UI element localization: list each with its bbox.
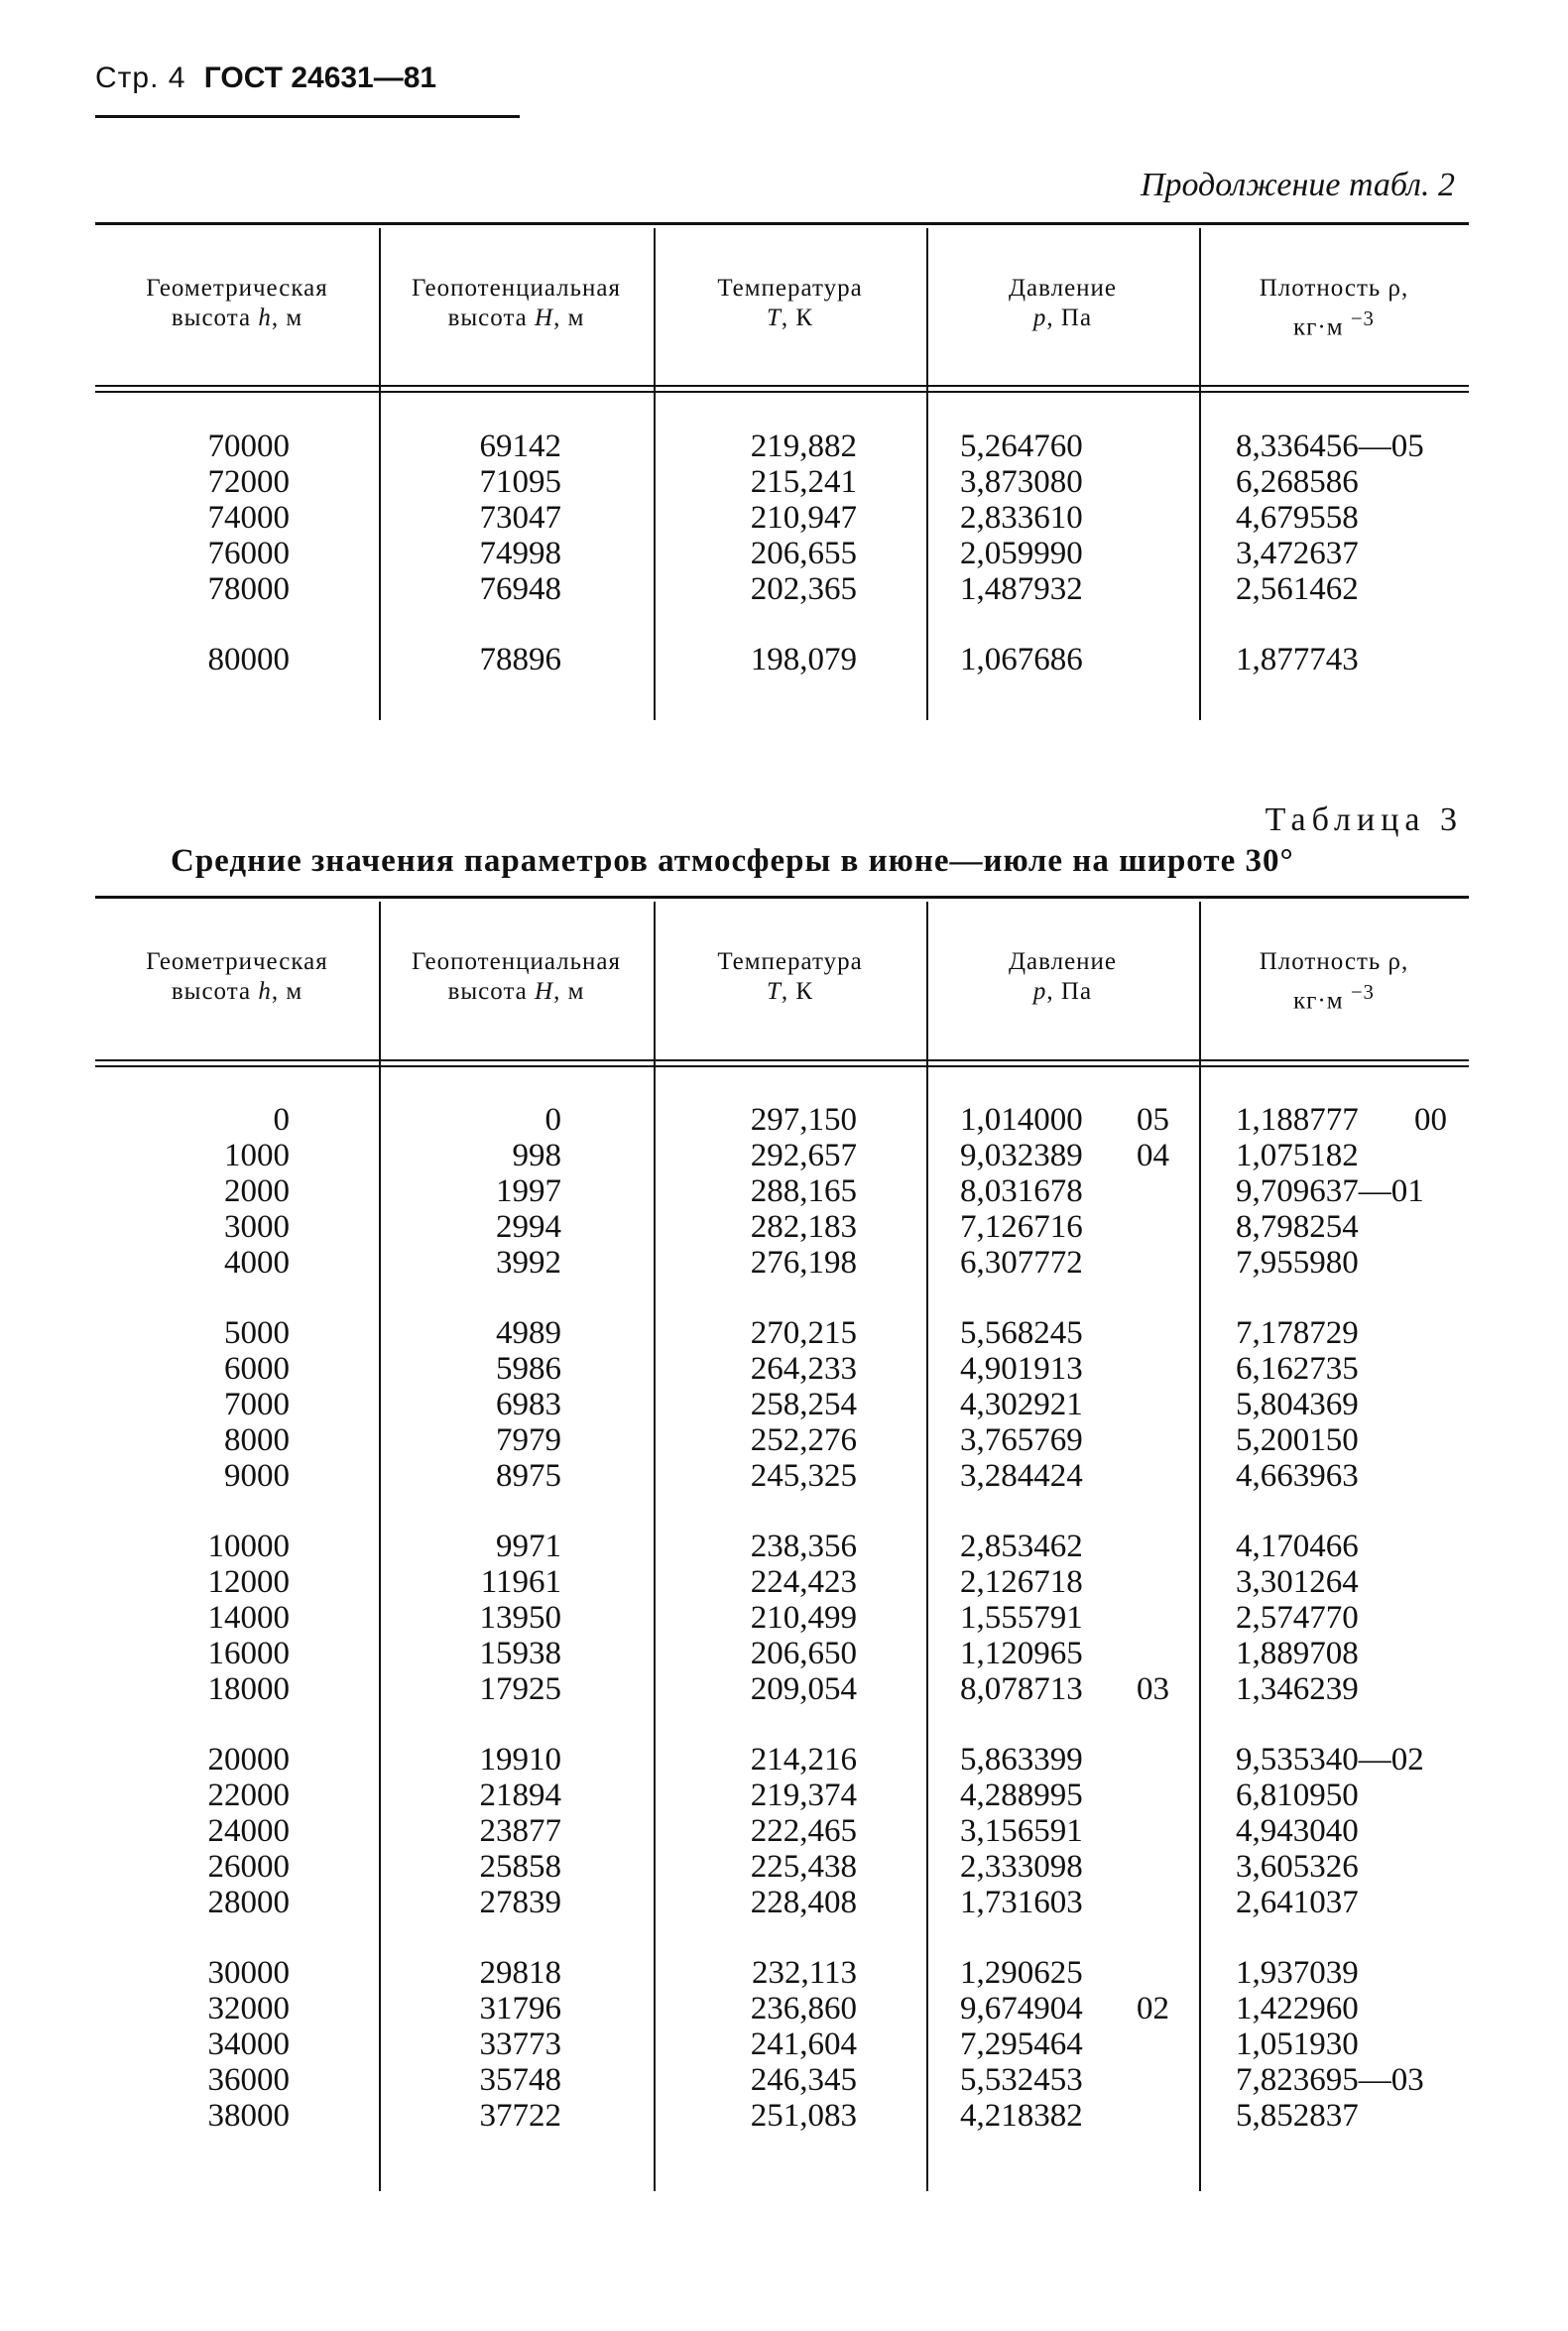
cell-H: 31796: [479, 1991, 561, 2026]
column-header-line1: Геометрическая: [146, 948, 328, 975]
column-header: [1199, 274, 1469, 342]
cell-p: 7,126716: [960, 1209, 1083, 1245]
column-symbol: H: [535, 305, 554, 331]
cell-rho: 4,679558: [1236, 500, 1359, 536]
column-symbol: h: [258, 978, 272, 1005]
table-row: [95, 2098, 1469, 2134]
column-symbol: p: [1032, 305, 1047, 331]
cell-h: 72000: [207, 464, 290, 500]
table-row: [95, 1458, 1469, 1494]
cell-T: 206,650: [750, 1636, 857, 1671]
column-header-line1: Температура: [717, 948, 863, 975]
table-row: [95, 642, 1469, 677]
column-header-line1: Геопотенциальная: [411, 275, 622, 302]
cell-p: 5,264760: [960, 429, 1083, 464]
cell-H: 11961: [480, 1564, 561, 1600]
cell-H: 7979: [496, 1422, 561, 1458]
table-row: [95, 1955, 1469, 1991]
cell-H: 27839: [479, 1885, 561, 1920]
table-row: [95, 1102, 1469, 1138]
cell-H: 9971: [496, 1529, 561, 1564]
cell-rho: 1,346239: [1236, 1671, 1359, 1707]
table-2: [95, 222, 1469, 713]
table-row: [95, 1991, 1469, 2026]
cell-H: 17925: [479, 1671, 561, 1707]
cell-rho: 3,472637: [1236, 536, 1359, 571]
cell-T: 210,499: [750, 1600, 857, 1636]
table-body: [95, 429, 1469, 677]
standard-number: ГОСТ 24631—81: [203, 61, 437, 94]
cell-h: 34000: [207, 2026, 290, 2062]
cell-T: 258,254: [750, 1387, 857, 1422]
table-row: [95, 571, 1469, 607]
cell-rho: 3,301264: [1236, 1564, 1359, 1600]
cell-p-exponent: 05: [1137, 1102, 1169, 1138]
cell-T: 245,325: [750, 1458, 857, 1494]
cell-p-exponent: 02: [1137, 1991, 1169, 2026]
column-header-line2: p, Па: [1032, 978, 1093, 1005]
cell-h: 22000: [207, 1778, 290, 1813]
cell-H: 998: [512, 1138, 561, 1173]
cell-rho: 1,422960: [1236, 1991, 1359, 2026]
cell-T: 198,079: [750, 642, 857, 677]
cell-T: 209,054: [750, 1671, 857, 1707]
unit-exponent: −3: [1350, 980, 1375, 1004]
cell-T: 282,183: [750, 1209, 857, 1245]
table-row: [95, 1138, 1469, 1173]
cell-p-exponent: 03: [1137, 1671, 1169, 1707]
cell-rho: 2,574770: [1236, 1600, 1359, 1636]
cell-h: 9000: [224, 1458, 290, 1494]
column-header-line2: T, К: [766, 305, 814, 331]
cell-p: 4,901913: [960, 1351, 1083, 1387]
column-symbol: h: [258, 305, 272, 331]
cell-h: 74000: [207, 500, 290, 536]
cell-rho: 1,937039: [1236, 1955, 1359, 1991]
column-header-line2: кг·м $^{-3}$: [1293, 980, 1375, 1015]
cell-H: 5986: [496, 1351, 561, 1387]
cell-rho-exponent: 00: [1414, 1102, 1447, 1138]
cell-p: 6,307772: [960, 1245, 1083, 1281]
cell-rho: 4,663963: [1236, 1458, 1359, 1494]
cell-T: 251,083: [750, 2098, 857, 2134]
cell-T: 228,408: [750, 1885, 857, 1920]
cell-p: 8,078713: [960, 1671, 1083, 1707]
column-header: [926, 274, 1199, 333]
cell-rho: 5,852837: [1236, 2098, 1359, 2134]
cell-h: 78000: [207, 571, 290, 607]
cell-p: 4,218382: [960, 2098, 1083, 2134]
cell-p: 1,555791: [960, 1600, 1083, 1636]
table-body: [95, 1102, 1469, 2134]
table-row: [95, 1600, 1469, 1636]
header-double-rule: [95, 385, 1469, 387]
cell-T: 236,860: [750, 1991, 857, 2026]
cell-T: 241,604: [750, 2026, 857, 2062]
cell-T: 210,947: [750, 500, 857, 536]
column-header-line2: высота h, м: [171, 305, 303, 331]
cell-h: 4000: [224, 1245, 290, 1281]
cell-p: 4,288995: [960, 1778, 1083, 1813]
cell-T: 297,150: [750, 1102, 857, 1138]
table-row: [95, 536, 1469, 571]
cell-h: 10000: [207, 1529, 290, 1564]
cell-rho: 7,823695—03: [1236, 2062, 1424, 2098]
cell-p: 5,532453: [960, 2062, 1083, 2098]
cell-h: 38000: [207, 2098, 290, 2134]
column-header-line2: p, Па: [1032, 305, 1093, 331]
cell-p: 1,487932: [960, 571, 1083, 607]
cell-h: 24000: [207, 1813, 290, 1849]
cell-p: 2,126718: [960, 1564, 1083, 1600]
table-row: [95, 1315, 1469, 1351]
table-row: [95, 500, 1469, 536]
page-number: Стр. 4: [95, 61, 186, 94]
cell-H: 4989: [496, 1315, 561, 1351]
column-header-line2: высота H, м: [447, 978, 585, 1005]
cell-H: 15938: [479, 1636, 561, 1671]
column-header: [654, 947, 926, 1007]
table-row: [95, 1387, 1469, 1422]
cell-H: 0: [544, 1102, 561, 1138]
cell-T: 264,233: [750, 1351, 857, 1387]
table-row: [95, 1173, 1469, 1209]
cell-h: 36000: [207, 2062, 290, 2098]
column-header: [95, 947, 379, 1007]
table-row: [95, 1564, 1469, 1600]
header-double-rule: [95, 391, 1469, 393]
table-row: [95, 1351, 1469, 1387]
cell-rho: 4,170466: [1236, 1529, 1359, 1564]
cell-p: 3,765769: [960, 1422, 1083, 1458]
column-header-line2: высота h, м: [171, 978, 303, 1005]
header-double-rule: [95, 1059, 1469, 1061]
cell-T: 288,165: [750, 1173, 857, 1209]
cell-p: 2,833610: [960, 500, 1083, 536]
cell-rho: 8,798254: [1236, 1209, 1359, 1245]
cell-p: 3,284424: [960, 1458, 1083, 1494]
table-row: [95, 1209, 1469, 1245]
cell-T: 292,657: [750, 1138, 857, 1173]
cell-H: 8975: [496, 1458, 561, 1494]
cell-rho: 8,336456—05: [1236, 429, 1424, 464]
cell-rho: 7,178729: [1236, 1315, 1359, 1351]
table-row: [95, 1245, 1469, 1281]
cell-h: 3000: [224, 1209, 290, 1245]
unit-exponent: −3: [1350, 307, 1375, 330]
cell-rho: 1,877743: [1236, 642, 1359, 677]
column-symbol: p: [1032, 978, 1047, 1005]
cell-h: 12000: [207, 1564, 290, 1600]
header-double-rule: [95, 1065, 1469, 1067]
cell-h: 0: [273, 1102, 290, 1138]
cell-H: 78896: [479, 642, 561, 677]
cell-rho: 5,200150: [1236, 1422, 1359, 1458]
table2-continuation-caption: Продолжение табл. 2: [1140, 167, 1455, 203]
cell-T: 252,276: [750, 1422, 857, 1458]
cell-T: 225,438: [750, 1849, 857, 1885]
table-3: [95, 896, 1469, 2185]
cell-p: 1,731603: [960, 1885, 1083, 1920]
table-row: [95, 1849, 1469, 1885]
table-row: [95, 1885, 1469, 1920]
cell-T: 270,215: [750, 1315, 857, 1351]
cell-rho: 2,561462: [1236, 571, 1359, 607]
column-header-line1: Давление: [1008, 948, 1118, 975]
table-row: [95, 1778, 1469, 1813]
cell-h: 20000: [207, 1742, 290, 1778]
cell-T: 219,374: [750, 1778, 857, 1813]
cell-rho: 2,641037: [1236, 1885, 1359, 1920]
table-row: [95, 1742, 1469, 1778]
cell-rho: 6,162735: [1236, 1351, 1359, 1387]
header-rule: [95, 115, 520, 118]
cell-p: 5,863399: [960, 1742, 1083, 1778]
cell-p: 4,302921: [960, 1387, 1083, 1422]
column-header-line1: Температура: [717, 275, 863, 302]
cell-p: 2,059990: [960, 536, 1083, 571]
column-header-line1: Плотность ρ,: [1259, 948, 1409, 975]
cell-H: 19910: [479, 1742, 561, 1778]
cell-p: 7,295464: [960, 2026, 1083, 2062]
cell-H: 3992: [496, 1245, 561, 1281]
cell-T: 219,882: [750, 429, 857, 464]
cell-rho: 1,889708: [1236, 1636, 1359, 1671]
cell-H: 2994: [496, 1209, 561, 1245]
table-top-rule: [95, 896, 1469, 899]
column-header-line2: кг·м $^{-3}$: [1293, 307, 1375, 341]
cell-p: 1,120965: [960, 1636, 1083, 1671]
cell-h: 16000: [207, 1636, 290, 1671]
column-header: [654, 274, 926, 333]
column-header-line2: высота H, м: [447, 305, 585, 331]
column-header: [1199, 947, 1469, 1016]
cell-T: 232,113: [751, 1955, 857, 1991]
cell-T: 276,198: [750, 1245, 857, 1281]
cell-rho: 1,188777: [1236, 1102, 1359, 1138]
cell-H: 33773: [479, 2026, 561, 2062]
cell-T: 206,655: [750, 536, 857, 571]
cell-H: 69142: [479, 429, 561, 464]
cell-T: 238,356: [750, 1529, 857, 1564]
column-header: [379, 947, 654, 1007]
cell-rho: 6,810950: [1236, 1778, 1359, 1813]
cell-p: 1,290625: [960, 1955, 1083, 1991]
table-row: [95, 1422, 1469, 1458]
cell-H: 74998: [479, 536, 561, 571]
cell-H: 76948: [479, 571, 561, 607]
cell-rho: 4,943040: [1236, 1813, 1359, 1849]
cell-p: 3,873080: [960, 464, 1083, 500]
column-header: [379, 274, 654, 333]
cell-h: 5000: [224, 1315, 290, 1351]
cell-T: 202,365: [750, 571, 857, 607]
cell-T: 222,465: [750, 1813, 857, 1849]
page-header: [95, 61, 436, 95]
cell-p: 1,014000: [960, 1102, 1083, 1138]
cell-T: 214,216: [750, 1742, 857, 1778]
table3-title: Средние значения параметров атмосферы в июне—июле на широте 30°: [171, 843, 1294, 879]
table-row: [95, 464, 1469, 500]
column-header: [926, 947, 1199, 1007]
cell-H: 71095: [479, 464, 561, 500]
column-header-line2: T, К: [766, 978, 814, 1005]
cell-h: 32000: [207, 1991, 290, 2026]
cell-h: 1000: [224, 1138, 290, 1173]
column-header-line1: Геопотенциальная: [411, 948, 622, 975]
cell-H: 21894: [479, 1778, 561, 1813]
cell-rho: 5,804369: [1236, 1387, 1359, 1422]
cell-T: 224,423: [750, 1564, 857, 1600]
table-row: [95, 429, 1469, 464]
cell-rho: 7,955980: [1236, 1245, 1359, 1281]
table-row: [95, 2062, 1469, 2098]
cell-p: 3,156591: [960, 1813, 1083, 1849]
cell-rho: 9,709637—01: [1236, 1173, 1424, 1209]
cell-T: 215,241: [750, 464, 857, 500]
cell-h: 30000: [207, 1955, 290, 1991]
cell-p: 8,031678: [960, 1173, 1083, 1209]
cell-H: 13950: [479, 1600, 561, 1636]
table-row: [95, 1529, 1469, 1564]
cell-h: 76000: [207, 536, 290, 571]
column-header-line1: Геометрическая: [146, 275, 328, 302]
table-row: [95, 2026, 1469, 2062]
cell-h: 7000: [224, 1387, 290, 1422]
cell-h: 26000: [207, 1849, 290, 1885]
cell-h: 6000: [224, 1351, 290, 1387]
cell-H: 1997: [496, 1173, 561, 1209]
cell-h: 70000: [207, 429, 290, 464]
cell-H: 29818: [479, 1955, 561, 1991]
cell-rho: 1,051930: [1236, 2026, 1359, 2062]
cell-rho: 1,075182: [1236, 1138, 1359, 1173]
cell-T: 246,345: [750, 2062, 857, 2098]
cell-H: 37722: [479, 2098, 561, 2134]
cell-H: 25858: [479, 1849, 561, 1885]
column-symbol: T: [766, 305, 782, 331]
cell-h: 14000: [207, 1600, 290, 1636]
table-row: [95, 1813, 1469, 1849]
cell-p: 5,568245: [960, 1315, 1083, 1351]
table-top-rule: [95, 222, 1469, 225]
table-row: [95, 1671, 1469, 1707]
table-row: [95, 1636, 1469, 1671]
cell-H: 23877: [479, 1813, 561, 1849]
cell-H: 6983: [496, 1387, 561, 1422]
cell-p: 9,674904: [960, 1991, 1083, 2026]
cell-rho: 6,268586: [1236, 464, 1359, 500]
cell-h: 2000: [224, 1173, 290, 1209]
cell-h: 18000: [207, 1671, 290, 1707]
cell-p: 9,032389: [960, 1138, 1083, 1173]
column-header: [95, 274, 379, 333]
cell-p: 2,333098: [960, 1849, 1083, 1885]
cell-h: 8000: [224, 1422, 290, 1458]
column-symbol: T: [766, 978, 782, 1005]
cell-p: 1,067686: [960, 642, 1083, 677]
cell-p: 2,853462: [960, 1529, 1083, 1564]
cell-H: 73047: [479, 500, 561, 536]
cell-h: 80000: [207, 642, 290, 677]
cell-rho: 3,605326: [1236, 1849, 1359, 1885]
table3-number: Таблица 3: [1265, 801, 1463, 838]
column-header-line1: Плотность ρ,: [1259, 275, 1409, 302]
cell-h: 28000: [207, 1885, 290, 1920]
column-header-line1: Давление: [1008, 275, 1118, 302]
column-symbol: H: [535, 978, 554, 1005]
cell-rho: 9,535340—02: [1236, 1742, 1424, 1778]
cell-H: 35748: [479, 2062, 561, 2098]
cell-p-exponent: 04: [1137, 1138, 1169, 1173]
